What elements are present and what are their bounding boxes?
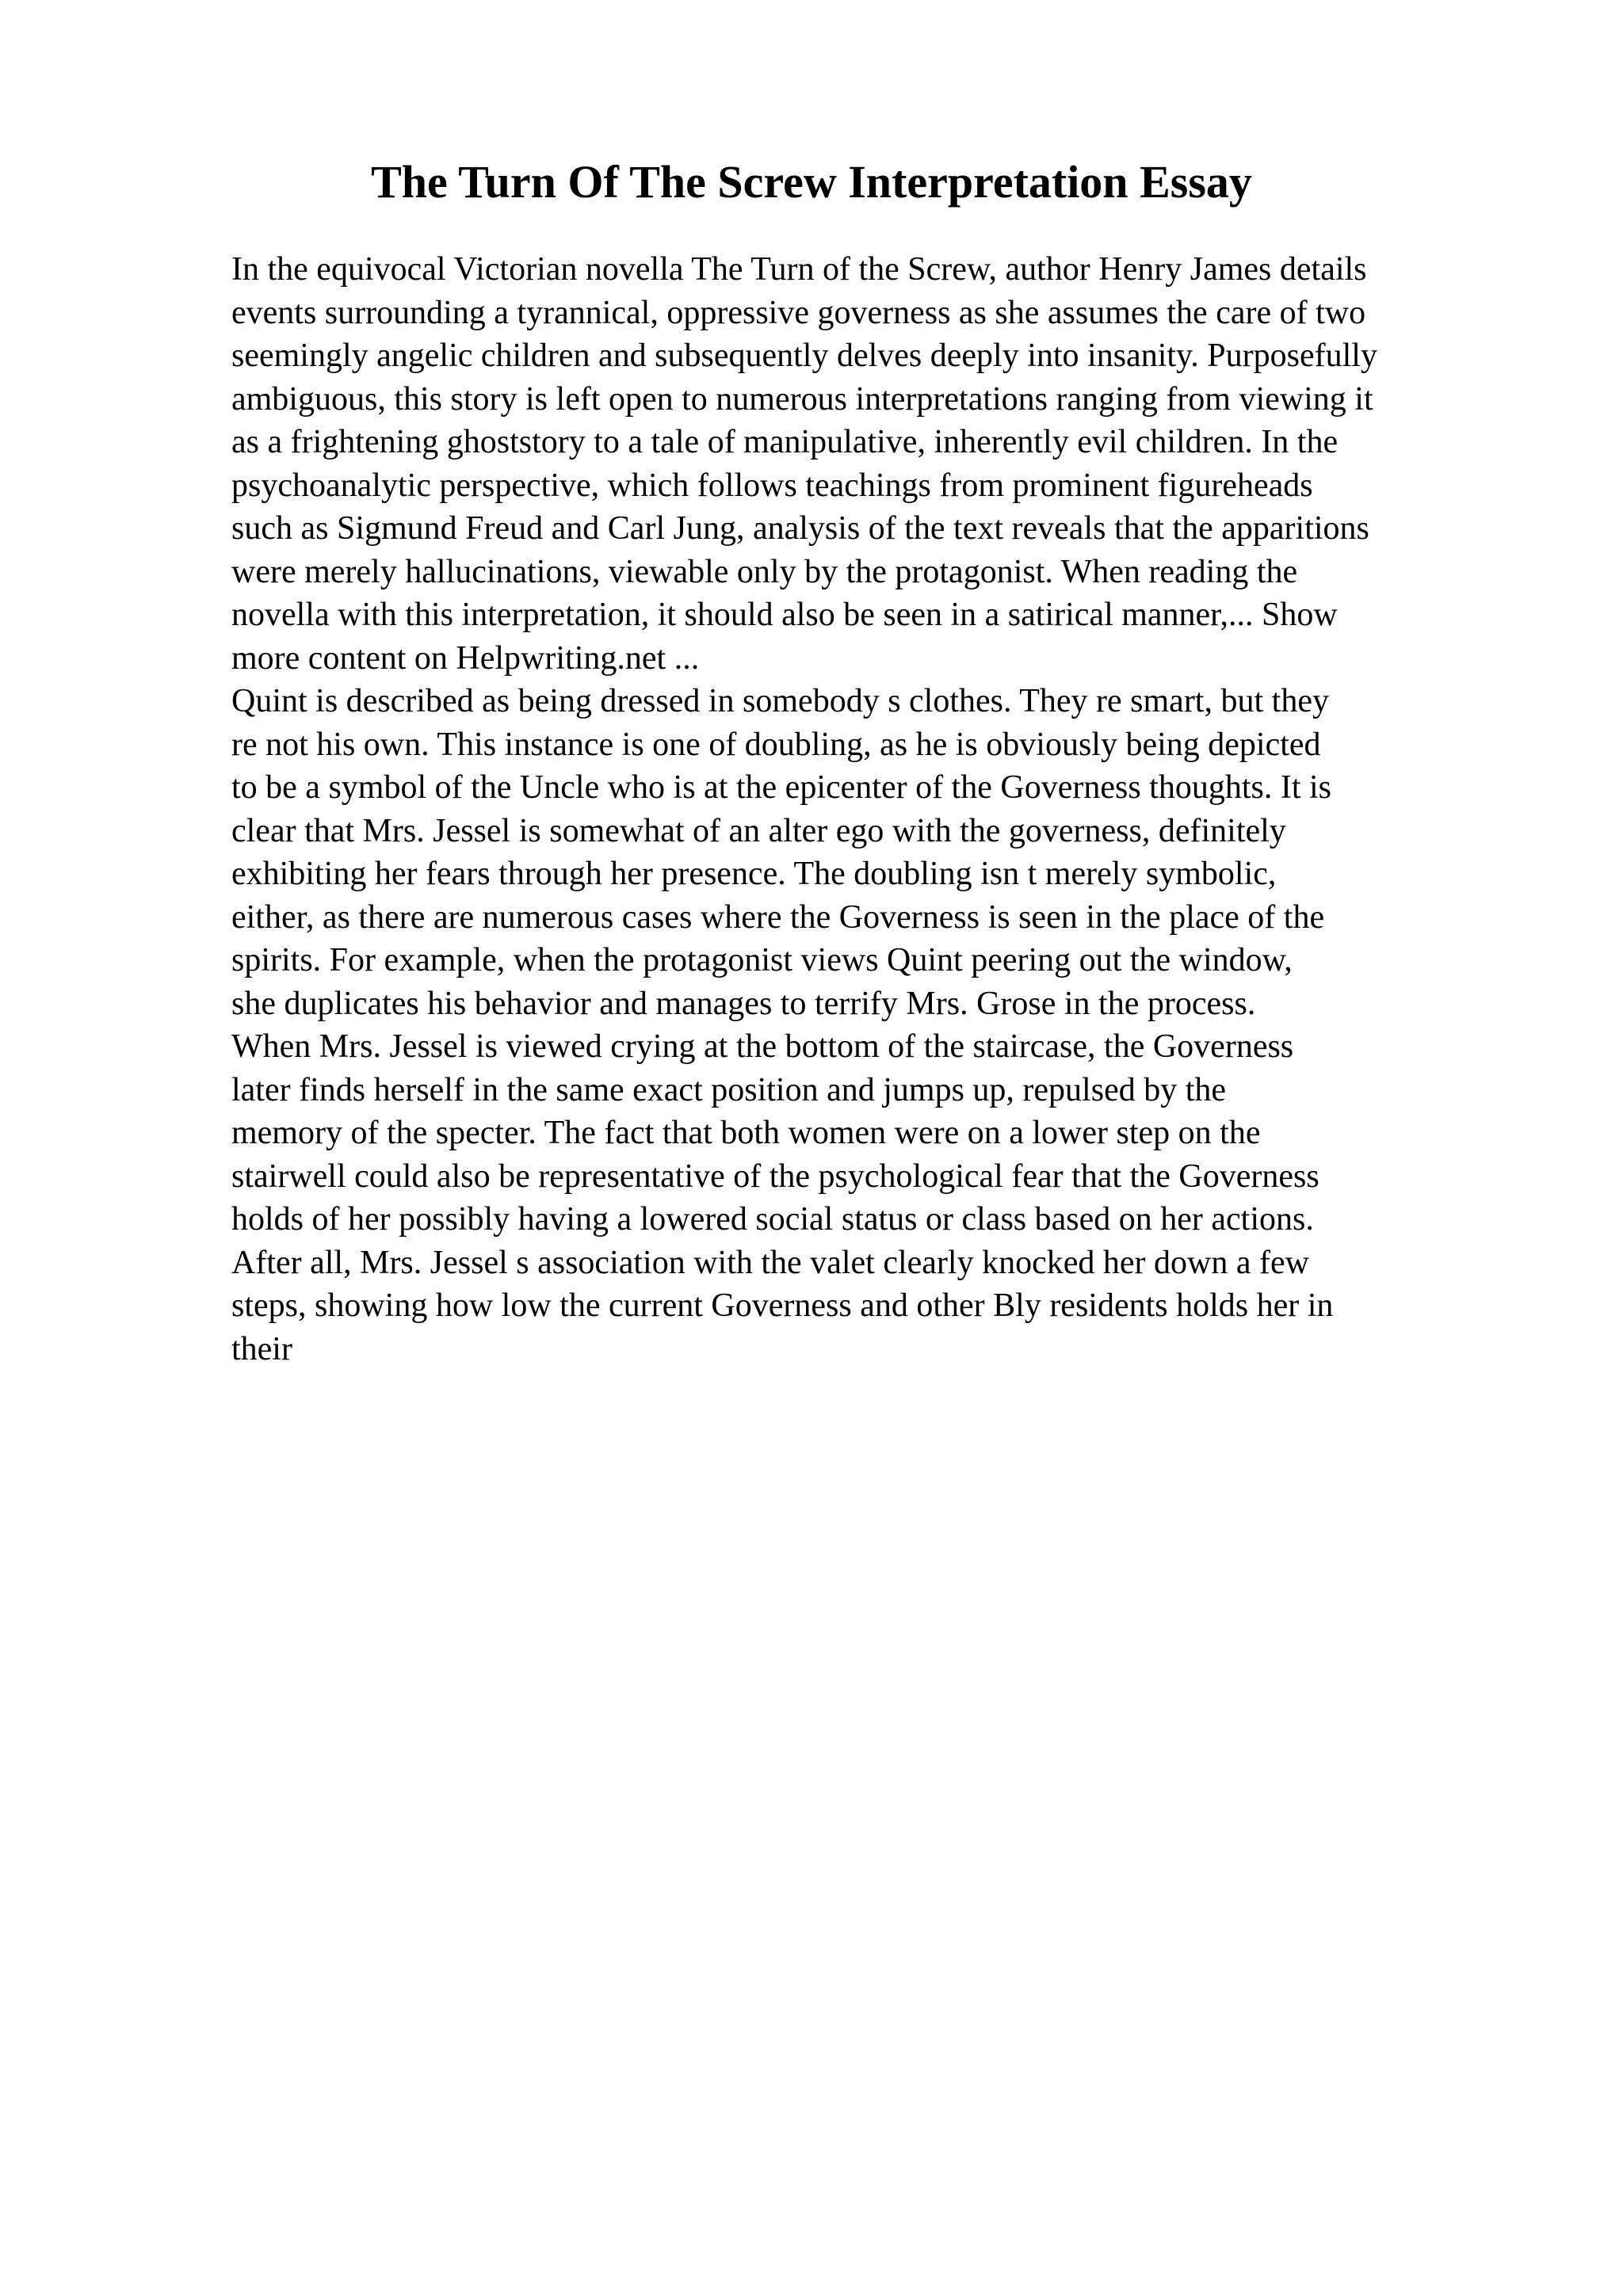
essay-line: Quint is described as being dressed in somebody s clothes. They re smart, but they [231,683,1329,719]
essay-line: she duplicates his behavior and manages to terrify Mrs. Grose in the process. [231,985,1256,1022]
essay-line: seemingly angelic children and subsequently delves deeply into insanity. Purposefully [231,338,1377,374]
essay-line: were merely hallucinations, viewable only by the protagonist. When reading the [231,553,1298,590]
essay-line: steps, showing how low the current Governess and other Bly residents holds her in [231,1287,1334,1324]
essay-line: novella with this interpretation, it should also be seen in a satirical manner,... Show [231,597,1338,633]
essay-line: stairwell could also be representative of the psychological fear that the Governess [231,1158,1319,1195]
essay-body [231,248,1515,1371]
essay-line: After all, Mrs. Jessel s association with the valet clearly knocked her down a few [231,1244,1309,1281]
essay-line: holds of her possibly having a lowered social status or class based on her actions. [231,1201,1314,1238]
essay-line: psychoanalytic perspective, which follows teachings from prominent figureheads [231,467,1313,504]
essay-line: as a frightening ghoststory to a tale of manipulative, inherently evil children. In the [231,424,1338,460]
essay-line: In the equivocal Victorian novella The Turn of the Screw, author Henry James details [231,251,1367,288]
essay-line: re not his own. This instance is one of doubling, as he is obviously being depicted [231,726,1321,763]
essay-line: later finds herself in the same exact position and jumps up, repulsed by the [231,1071,1227,1108]
essay-line: to be a symbol of the Uncle who is at the epicenter of the Governess thoughts. It is [231,769,1332,806]
document-title: The Turn Of The Screw Interpretation Essay [371,156,1252,208]
essay-line: spirits. For example, when the protagonist views Quint peering out the window, [231,942,1293,978]
essay-line: such as Sigmund Freud and Carl Jung, analysis of the text reveals that the apparitions [231,510,1369,547]
essay-line: more content on Helpwriting.net ... [231,639,700,677]
essay-line: exhibiting her fears through her presence. The doubling isn t merely symbolic, [231,856,1277,892]
essay-line: ambiguous, this story is left open to numerous interpretations ranging from viewing it [231,380,1373,418]
essay-line: When Mrs. Jessel is viewed crying at the bottom of the staircase, the Governess [231,1028,1294,1065]
essay-line: their [231,1330,292,1367]
essay-line: memory of the specter. The fact that both women were on a lower step on the [231,1115,1261,1151]
essay-line: clear that Mrs. Jessel is somewhat of an alter ego with the governess, definitely [231,812,1286,849]
essay-line: either, as there are numerous cases where the Governess is seen in the place of the [231,898,1325,936]
essay-line: events surrounding a tyrannical, oppressive governess as she assumes the care of two [231,294,1366,331]
